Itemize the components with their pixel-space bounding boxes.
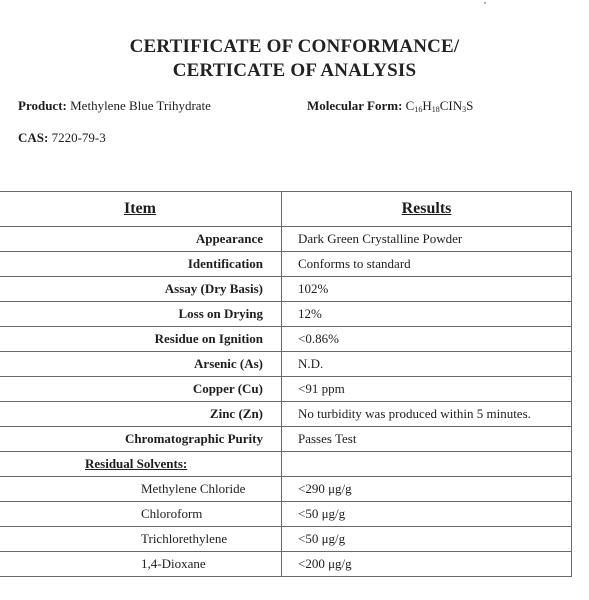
result-cell: 102% bbox=[282, 277, 572, 302]
formula-s: S bbox=[466, 98, 474, 113]
item-cell: Identification bbox=[0, 252, 282, 277]
table-header-row bbox=[0, 192, 572, 227]
result-cell: <200 μg/g bbox=[282, 552, 572, 577]
result-cell: Dark Green Crystalline Powder bbox=[282, 227, 572, 252]
item-cell: Assay (Dry Basis) bbox=[0, 277, 282, 302]
cas-value: 7220-79-3 bbox=[51, 130, 106, 145]
empty-result-cell bbox=[282, 452, 572, 477]
table-row bbox=[0, 402, 572, 427]
formula-cln: CIN bbox=[439, 98, 463, 113]
result-cell: Passes Test bbox=[282, 427, 572, 452]
certificate-title-line1: CERTIFICATE OF CONFORMANCE/ bbox=[129, 36, 460, 57]
table-row bbox=[0, 252, 572, 277]
item-cell: Zinc (Zn) bbox=[0, 402, 282, 427]
item-cell: Arsenic (As) bbox=[0, 352, 282, 377]
cas-field bbox=[18, 130, 106, 146]
result-cell: 12% bbox=[282, 302, 572, 327]
table-row bbox=[0, 477, 572, 502]
table-row bbox=[0, 227, 572, 252]
item-cell: Appearance bbox=[0, 227, 282, 252]
item-cell: Copper (Cu) bbox=[0, 377, 282, 402]
molecular-formula-field bbox=[307, 98, 473, 114]
formula-h: H bbox=[422, 98, 432, 113]
solvent-cell: Chloroform bbox=[0, 502, 282, 527]
table-row bbox=[0, 352, 572, 377]
item-cell: Residue on Ignition bbox=[0, 327, 282, 352]
residual-solvents-section-row bbox=[0, 452, 572, 477]
table-row bbox=[0, 277, 572, 302]
item-cell: Chromatographic Purity bbox=[0, 427, 282, 452]
result-cell: Conforms to standard bbox=[282, 252, 572, 277]
table-row bbox=[0, 377, 572, 402]
table-row bbox=[0, 527, 572, 552]
molecular-formula-label: Molecular Form: bbox=[307, 98, 403, 113]
residual-solvents-heading: Residual Solvents: bbox=[0, 452, 282, 477]
item-cell: Loss on Drying bbox=[0, 302, 282, 327]
table-row bbox=[0, 327, 572, 352]
table-row bbox=[0, 502, 572, 527]
solvent-cell: Methylene Chloride bbox=[0, 477, 282, 502]
solvent-cell: 1,4-Dioxane bbox=[0, 552, 282, 577]
scan-speck bbox=[484, 2, 486, 4]
solvent-cell: Trichlorethylene bbox=[0, 527, 282, 552]
result-cell: <0.86% bbox=[282, 327, 572, 352]
results-column-header: Results bbox=[282, 192, 572, 227]
product-field bbox=[18, 98, 211, 114]
formula-n-subscript: 3 bbox=[462, 105, 467, 114]
item-column-header: Item bbox=[0, 192, 282, 227]
formula-c: C bbox=[405, 98, 415, 113]
product-label: Product: bbox=[18, 98, 67, 113]
result-cell: <50 μg/g bbox=[282, 527, 572, 552]
table-row bbox=[0, 552, 572, 577]
formula-c-subscript: 16 bbox=[414, 105, 423, 114]
result-cell: <91 ppm bbox=[282, 377, 572, 402]
result-cell: No turbidity was produced within 5 minutes. bbox=[282, 402, 572, 427]
formula-h-subscript: 18 bbox=[431, 105, 440, 114]
result-cell: <50 μg/g bbox=[282, 502, 572, 527]
certificate-title-line2: CERTICATE OF ANALYSIS bbox=[172, 60, 417, 81]
table-row bbox=[0, 427, 572, 452]
analysis-table bbox=[0, 191, 572, 577]
cas-label: CAS: bbox=[18, 130, 49, 145]
table-row bbox=[0, 302, 572, 327]
result-cell: <290 μg/g bbox=[282, 477, 572, 502]
result-cell: N.D. bbox=[282, 352, 572, 377]
product-value: Methylene Blue Trihydrate bbox=[70, 98, 211, 113]
molecular-formula-value bbox=[406, 98, 474, 113]
